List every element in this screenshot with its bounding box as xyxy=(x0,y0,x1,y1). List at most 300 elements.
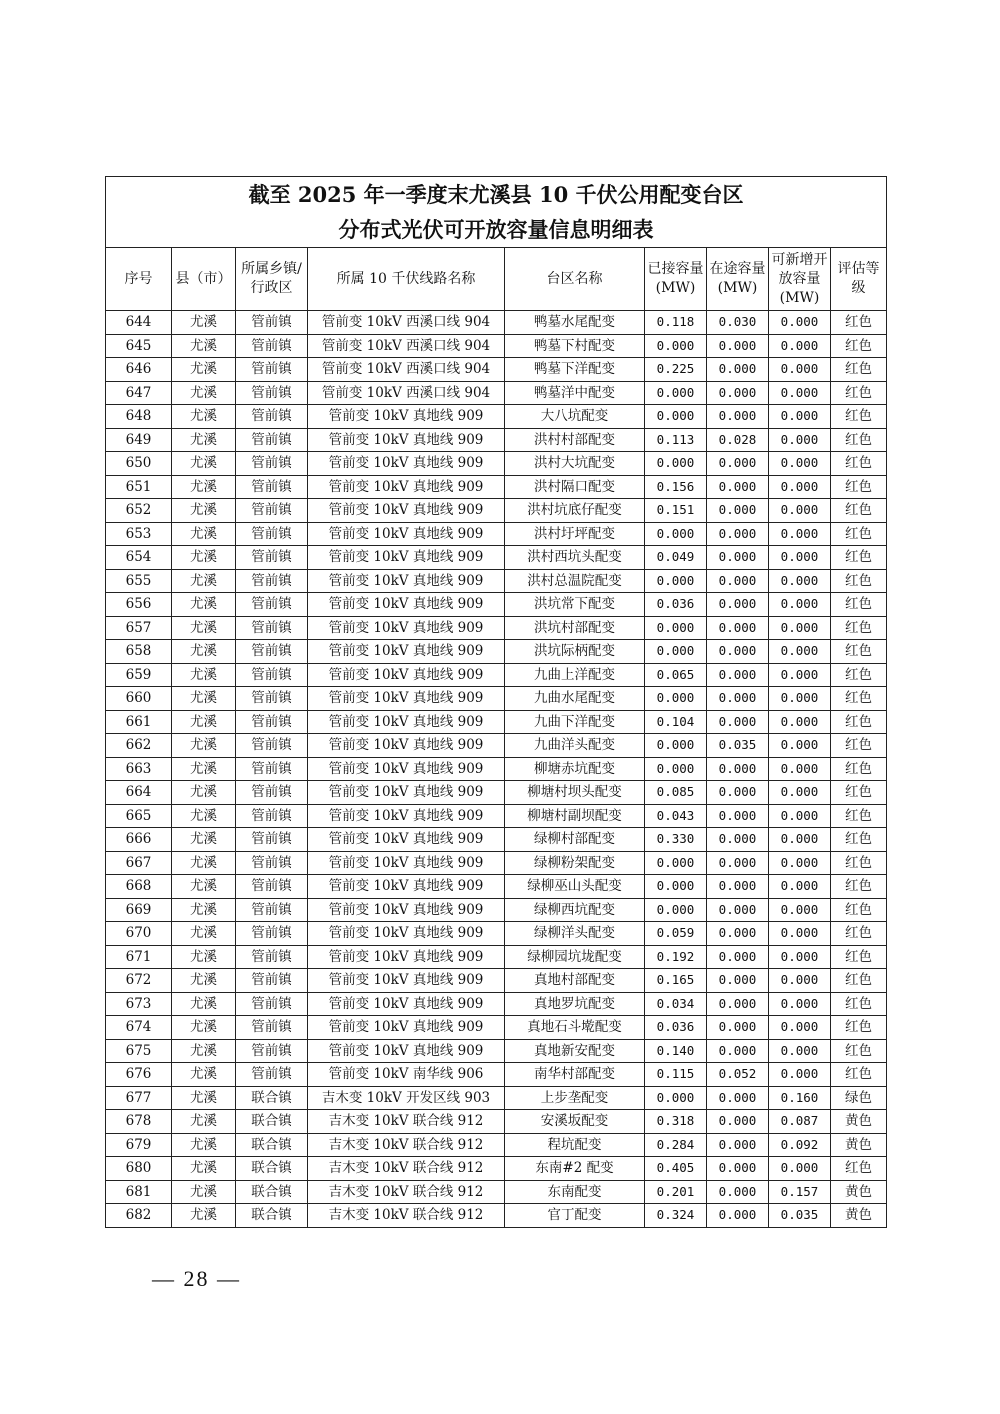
cell-area: 洪坑际柄配变 xyxy=(505,640,645,664)
table-row xyxy=(106,405,887,429)
cell-county: 尤溪 xyxy=(172,499,236,523)
cell-seq: 666 xyxy=(106,828,172,852)
cell-transit: 0.000 xyxy=(707,875,769,899)
cell-county: 尤溪 xyxy=(172,546,236,570)
cell-open: 0.035 xyxy=(769,1204,831,1228)
cell-area: 东南配变 xyxy=(505,1180,645,1204)
cell-town: 管前镇 xyxy=(236,569,308,593)
cell-connected: 0.000 xyxy=(645,452,707,476)
cell-grade: 红色 xyxy=(831,734,887,758)
cell-transit: 0.000 xyxy=(707,358,769,382)
cell-line: 管前变 10kV 真地线 909 xyxy=(308,405,505,429)
cell-transit: 0.000 xyxy=(707,1016,769,1040)
cell-line: 管前变 10kV 真地线 909 xyxy=(308,781,505,805)
cell-county: 尤溪 xyxy=(172,875,236,899)
cell-connected: 0.104 xyxy=(645,710,707,734)
cell-connected: 0.405 xyxy=(645,1157,707,1181)
cell-open: 0.000 xyxy=(769,1063,831,1087)
cell-area: 洪村圩坪配变 xyxy=(505,522,645,546)
cell-transit: 0.000 xyxy=(707,452,769,476)
cell-transit: 0.000 xyxy=(707,922,769,946)
cell-seq: 665 xyxy=(106,804,172,828)
header-county: 县（市） xyxy=(172,248,236,311)
cell-grade: 红色 xyxy=(831,992,887,1016)
cell-line: 吉木变 10kV 联合线 912 xyxy=(308,1204,505,1228)
cell-connected: 0.192 xyxy=(645,945,707,969)
table-row xyxy=(106,945,887,969)
cell-area: 绿柳村部配变 xyxy=(505,828,645,852)
cell-area: 绿柳巫山头配变 xyxy=(505,875,645,899)
cell-transit: 0.000 xyxy=(707,405,769,429)
cell-county: 尤溪 xyxy=(172,663,236,687)
cell-town: 管前镇 xyxy=(236,687,308,711)
header-grade: 评估等级 xyxy=(831,248,887,311)
cell-connected: 0.036 xyxy=(645,593,707,617)
cell-county: 尤溪 xyxy=(172,687,236,711)
table-row xyxy=(106,1110,887,1134)
cell-line: 管前变 10kV 西溪口线 904 xyxy=(308,358,505,382)
cell-seq: 650 xyxy=(106,452,172,476)
header-line: 所属 10 千伏线路名称 xyxy=(308,248,505,311)
cell-town: 管前镇 xyxy=(236,992,308,1016)
cell-line: 管前变 10kV 真地线 909 xyxy=(308,428,505,452)
cell-line: 管前变 10kV 真地线 909 xyxy=(308,522,505,546)
cell-seq: 662 xyxy=(106,734,172,758)
cell-town: 联合镇 xyxy=(236,1157,308,1181)
cell-grade: 红色 xyxy=(831,569,887,593)
cell-line: 管前变 10kV 真地线 909 xyxy=(308,452,505,476)
cell-transit: 0.028 xyxy=(707,428,769,452)
cell-open: 0.000 xyxy=(769,475,831,499)
table-row xyxy=(106,804,887,828)
table-row xyxy=(106,593,887,617)
table-row xyxy=(106,1039,887,1063)
cell-connected: 0.000 xyxy=(645,616,707,640)
cell-county: 尤溪 xyxy=(172,405,236,429)
cell-grade: 红色 xyxy=(831,757,887,781)
cell-area: 柳塘村副坝配变 xyxy=(505,804,645,828)
cell-area: 鸭墓水尾配变 xyxy=(505,311,645,335)
cell-line: 管前变 10kV 真地线 909 xyxy=(308,875,505,899)
cell-seq: 649 xyxy=(106,428,172,452)
cell-town: 管前镇 xyxy=(236,452,308,476)
table-row xyxy=(106,1086,887,1110)
cell-line: 管前变 10kV 真地线 909 xyxy=(308,499,505,523)
cell-open: 0.000 xyxy=(769,969,831,993)
cell-area: 绿柳洋头配变 xyxy=(505,922,645,946)
cell-open: 0.000 xyxy=(769,945,831,969)
cell-area: 九曲洋头配变 xyxy=(505,734,645,758)
cell-area: 官丁配变 xyxy=(505,1204,645,1228)
cell-town: 联合镇 xyxy=(236,1110,308,1134)
cell-county: 尤溪 xyxy=(172,334,236,358)
cell-county: 尤溪 xyxy=(172,945,236,969)
cell-grade: 红色 xyxy=(831,522,887,546)
cell-connected: 0.113 xyxy=(645,428,707,452)
cell-open: 0.000 xyxy=(769,687,831,711)
cell-connected: 0.201 xyxy=(645,1180,707,1204)
cell-transit: 0.030 xyxy=(707,311,769,335)
cell-transit: 0.000 xyxy=(707,992,769,1016)
cell-grade: 黄色 xyxy=(831,1110,887,1134)
cell-seq: 655 xyxy=(106,569,172,593)
cell-line: 管前变 10kV 西溪口线 904 xyxy=(308,381,505,405)
cell-connected: 0.065 xyxy=(645,663,707,687)
cell-transit: 0.000 xyxy=(707,945,769,969)
table-title-line-2: 分布式光伏可开放容量信息明细表 xyxy=(338,217,654,242)
cell-county: 尤溪 xyxy=(172,1086,236,1110)
cell-connected: 0.000 xyxy=(645,851,707,875)
cell-area: 九曲上洋配变 xyxy=(505,663,645,687)
cell-county: 尤溪 xyxy=(172,992,236,1016)
cell-area: 大八坑配变 xyxy=(505,405,645,429)
table-row xyxy=(106,311,887,335)
cell-transit: 0.000 xyxy=(707,1110,769,1134)
cell-seq: 652 xyxy=(106,499,172,523)
table-row xyxy=(106,569,887,593)
cell-transit: 0.000 xyxy=(707,1086,769,1110)
cell-transit: 0.000 xyxy=(707,569,769,593)
cell-line: 管前变 10kV 真地线 909 xyxy=(308,804,505,828)
cell-county: 尤溪 xyxy=(172,1016,236,1040)
cell-open: 0.000 xyxy=(769,1016,831,1040)
cell-town: 管前镇 xyxy=(236,475,308,499)
cell-seq: 674 xyxy=(106,1016,172,1040)
cell-area: 南华村部配变 xyxy=(505,1063,645,1087)
cell-open: 0.000 xyxy=(769,640,831,664)
table-row xyxy=(106,428,887,452)
cell-grade: 红色 xyxy=(831,640,887,664)
cell-open: 0.092 xyxy=(769,1133,831,1157)
cell-town: 联合镇 xyxy=(236,1180,308,1204)
cell-grade: 黄色 xyxy=(831,1204,887,1228)
cell-open: 0.000 xyxy=(769,405,831,429)
cell-area: 九曲下洋配变 xyxy=(505,710,645,734)
cell-connected: 0.284 xyxy=(645,1133,707,1157)
table-row xyxy=(106,851,887,875)
cell-seq: 673 xyxy=(106,992,172,1016)
header-row xyxy=(106,248,887,311)
cell-county: 尤溪 xyxy=(172,1110,236,1134)
cell-town: 管前镇 xyxy=(236,781,308,805)
cell-area: 真地新安配变 xyxy=(505,1039,645,1063)
cell-open: 0.000 xyxy=(769,428,831,452)
table-row xyxy=(106,781,887,805)
cell-area: 绿柳园坑垅配变 xyxy=(505,945,645,969)
cell-county: 尤溪 xyxy=(172,381,236,405)
cell-town: 管前镇 xyxy=(236,804,308,828)
table-row xyxy=(106,522,887,546)
cell-county: 尤溪 xyxy=(172,1133,236,1157)
cell-county: 尤溪 xyxy=(172,428,236,452)
cell-transit: 0.000 xyxy=(707,781,769,805)
cell-area: 洪村坑底仔配变 xyxy=(505,499,645,523)
cell-transit: 0.000 xyxy=(707,546,769,570)
page-number: — 28 — xyxy=(152,1266,241,1291)
cell-area: 洪村村部配变 xyxy=(505,428,645,452)
cell-transit: 0.000 xyxy=(707,381,769,405)
cell-town: 管前镇 xyxy=(236,922,308,946)
cell-seq: 668 xyxy=(106,875,172,899)
cell-grade: 红色 xyxy=(831,381,887,405)
cell-county: 尤溪 xyxy=(172,922,236,946)
cell-seq: 676 xyxy=(106,1063,172,1087)
cell-transit: 0.000 xyxy=(707,522,769,546)
cell-line: 管前变 10kV 真地线 909 xyxy=(308,945,505,969)
table-row xyxy=(106,1063,887,1087)
cell-open: 0.000 xyxy=(769,311,831,335)
cell-open: 0.000 xyxy=(769,734,831,758)
cell-line: 管前变 10kV 西溪口线 904 xyxy=(308,311,505,335)
cell-town: 管前镇 xyxy=(236,969,308,993)
cell-grade: 黄色 xyxy=(831,1133,887,1157)
cell-grade: 红色 xyxy=(831,546,887,570)
cell-grade: 红色 xyxy=(831,405,887,429)
cell-transit: 0.000 xyxy=(707,475,769,499)
cell-area: 九曲水尾配变 xyxy=(505,687,645,711)
cell-open: 0.000 xyxy=(769,1157,831,1181)
cell-grade: 红色 xyxy=(831,616,887,640)
cell-connected: 0.000 xyxy=(645,569,707,593)
cell-transit: 0.000 xyxy=(707,499,769,523)
cell-seq: 667 xyxy=(106,851,172,875)
table-title-line-1: 截至 2025 年一季度末尤溪县 10 千伏公用配变台区 xyxy=(248,182,744,207)
cell-transit: 0.000 xyxy=(707,1180,769,1204)
cell-area: 柳塘村坝头配变 xyxy=(505,781,645,805)
cell-seq: 670 xyxy=(106,922,172,946)
cell-area: 鸭墓下村配变 xyxy=(505,334,645,358)
cell-county: 尤溪 xyxy=(172,569,236,593)
capacity-table-container xyxy=(105,176,886,1228)
cell-seq: 660 xyxy=(106,687,172,711)
table-row xyxy=(106,381,887,405)
cell-county: 尤溪 xyxy=(172,757,236,781)
cell-county: 尤溪 xyxy=(172,1180,236,1204)
cell-grade: 红色 xyxy=(831,804,887,828)
cell-county: 尤溪 xyxy=(172,616,236,640)
cell-open: 0.000 xyxy=(769,616,831,640)
cell-county: 尤溪 xyxy=(172,358,236,382)
cell-connected: 0.115 xyxy=(645,1063,707,1087)
cell-connected: 0.000 xyxy=(645,757,707,781)
cell-line: 管前变 10kV 真地线 909 xyxy=(308,569,505,593)
cell-seq: 664 xyxy=(106,781,172,805)
cell-transit: 0.000 xyxy=(707,710,769,734)
cell-grade: 红色 xyxy=(831,334,887,358)
cell-grade: 红色 xyxy=(831,781,887,805)
cell-open: 0.000 xyxy=(769,922,831,946)
cell-town: 管前镇 xyxy=(236,358,308,382)
cell-seq: 675 xyxy=(106,1039,172,1063)
cell-open: 0.000 xyxy=(769,804,831,828)
cell-area: 洪村西坑头配变 xyxy=(505,546,645,570)
cell-town: 管前镇 xyxy=(236,898,308,922)
cell-transit: 0.000 xyxy=(707,616,769,640)
cell-connected: 0.059 xyxy=(645,922,707,946)
table-row xyxy=(106,969,887,993)
cell-town: 管前镇 xyxy=(236,428,308,452)
cell-county: 尤溪 xyxy=(172,804,236,828)
cell-county: 尤溪 xyxy=(172,969,236,993)
cell-county: 尤溪 xyxy=(172,828,236,852)
cell-open: 0.157 xyxy=(769,1180,831,1204)
cell-seq: 647 xyxy=(106,381,172,405)
cell-connected: 0.225 xyxy=(645,358,707,382)
table-row xyxy=(106,452,887,476)
cell-connected: 0.043 xyxy=(645,804,707,828)
cell-open: 0.000 xyxy=(769,334,831,358)
cell-seq: 645 xyxy=(106,334,172,358)
header-open: 可新增开放容量(MW) xyxy=(769,248,831,311)
cell-town: 管前镇 xyxy=(236,405,308,429)
cell-town: 管前镇 xyxy=(236,499,308,523)
table-row xyxy=(106,710,887,734)
cell-transit: 0.000 xyxy=(707,687,769,711)
cell-seq: 663 xyxy=(106,757,172,781)
cell-area: 真地罗坑配变 xyxy=(505,992,645,1016)
cell-town: 管前镇 xyxy=(236,875,308,899)
cell-grade: 红色 xyxy=(831,311,887,335)
table-row xyxy=(106,1180,887,1204)
cell-open: 0.000 xyxy=(769,828,831,852)
table-row xyxy=(106,687,887,711)
cell-connected: 0.156 xyxy=(645,475,707,499)
cell-connected: 0.330 xyxy=(645,828,707,852)
cell-seq: 671 xyxy=(106,945,172,969)
cell-line: 吉木变 10kV 联合线 912 xyxy=(308,1157,505,1181)
cell-line: 管前变 10kV 西溪口线 904 xyxy=(308,334,505,358)
cell-line: 管前变 10kV 真地线 909 xyxy=(308,475,505,499)
cell-line: 管前变 10kV 真地线 909 xyxy=(308,546,505,570)
cell-town: 管前镇 xyxy=(236,734,308,758)
cell-area: 绿柳西坑配变 xyxy=(505,898,645,922)
cell-seq: 681 xyxy=(106,1180,172,1204)
cell-grade: 红色 xyxy=(831,875,887,899)
cell-area: 洪坑村部配变 xyxy=(505,616,645,640)
cell-connected: 0.036 xyxy=(645,1016,707,1040)
header-town: 所属乡镇/行政区 xyxy=(236,248,308,311)
cell-area: 洪村总温院配变 xyxy=(505,569,645,593)
cell-grade: 红色 xyxy=(831,452,887,476)
cell-connected: 0.000 xyxy=(645,898,707,922)
cell-seq: 678 xyxy=(106,1110,172,1134)
cell-transit: 0.000 xyxy=(707,1039,769,1063)
cell-transit: 0.052 xyxy=(707,1063,769,1087)
cell-county: 尤溪 xyxy=(172,522,236,546)
cell-open: 0.000 xyxy=(769,546,831,570)
cell-connected: 0.049 xyxy=(645,546,707,570)
cell-area: 东南#2 配变 xyxy=(505,1157,645,1181)
table-row xyxy=(106,734,887,758)
cell-town: 管前镇 xyxy=(236,710,308,734)
cell-transit: 0.000 xyxy=(707,334,769,358)
cell-connected: 0.000 xyxy=(645,687,707,711)
cell-transit: 0.000 xyxy=(707,757,769,781)
cell-town: 管前镇 xyxy=(236,311,308,335)
cell-area: 洪村大坑配变 xyxy=(505,452,645,476)
cell-transit: 0.000 xyxy=(707,593,769,617)
cell-town: 管前镇 xyxy=(236,616,308,640)
cell-area: 鸭墓洋中配变 xyxy=(505,381,645,405)
cell-seq: 661 xyxy=(106,710,172,734)
cell-area: 绿柳粉架配变 xyxy=(505,851,645,875)
table-row xyxy=(106,499,887,523)
header-transit: 在途容量(MW) xyxy=(707,248,769,311)
cell-connected: 0.151 xyxy=(645,499,707,523)
cell-open: 0.000 xyxy=(769,663,831,687)
cell-transit: 0.000 xyxy=(707,969,769,993)
cell-line: 管前变 10kV 真地线 909 xyxy=(308,757,505,781)
cell-town: 管前镇 xyxy=(236,851,308,875)
cell-county: 尤溪 xyxy=(172,1204,236,1228)
cell-area: 鸭墓下洋配变 xyxy=(505,358,645,382)
cell-line: 吉木变 10kV 联合线 912 xyxy=(308,1133,505,1157)
cell-county: 尤溪 xyxy=(172,710,236,734)
cell-transit: 0.000 xyxy=(707,1204,769,1228)
cell-line: 管前变 10kV 真地线 909 xyxy=(308,593,505,617)
cell-connected: 0.318 xyxy=(645,1110,707,1134)
cell-connected: 0.000 xyxy=(645,1086,707,1110)
cell-transit: 0.000 xyxy=(707,1133,769,1157)
cell-connected: 0.324 xyxy=(645,1204,707,1228)
cell-county: 尤溪 xyxy=(172,734,236,758)
table-body xyxy=(106,311,887,1228)
cell-county: 尤溪 xyxy=(172,1157,236,1181)
cell-line: 吉木变 10kV 联合线 912 xyxy=(308,1180,505,1204)
table-row xyxy=(106,992,887,1016)
cell-line: 管前变 10kV 真地线 909 xyxy=(308,640,505,664)
cell-seq: 656 xyxy=(106,593,172,617)
table-row xyxy=(106,875,887,899)
cell-seq: 651 xyxy=(106,475,172,499)
cell-transit: 0.000 xyxy=(707,804,769,828)
table-row xyxy=(106,616,887,640)
cell-seq: 657 xyxy=(106,616,172,640)
cell-line: 管前变 10kV 真地线 909 xyxy=(308,687,505,711)
cell-town: 管前镇 xyxy=(236,945,308,969)
cell-grade: 绿色 xyxy=(831,1086,887,1110)
cell-county: 尤溪 xyxy=(172,851,236,875)
table-title xyxy=(106,177,887,248)
table-row xyxy=(106,640,887,664)
cell-town: 管前镇 xyxy=(236,546,308,570)
cell-connected: 0.000 xyxy=(645,875,707,899)
cell-town: 管前镇 xyxy=(236,640,308,664)
cell-grade: 红色 xyxy=(831,1157,887,1181)
table-row xyxy=(106,663,887,687)
cell-line: 管前变 10kV 真地线 909 xyxy=(308,1016,505,1040)
cell-open: 0.000 xyxy=(769,710,831,734)
cell-area: 上步垄配变 xyxy=(505,1086,645,1110)
cell-town: 管前镇 xyxy=(236,828,308,852)
table-row xyxy=(106,1157,887,1181)
cell-transit: 0.035 xyxy=(707,734,769,758)
cell-open: 0.000 xyxy=(769,1039,831,1063)
cell-seq: 672 xyxy=(106,969,172,993)
cell-grade: 红色 xyxy=(831,898,887,922)
cell-line: 吉木变 10kV 开发区线 903 xyxy=(308,1086,505,1110)
cell-line: 管前变 10kV 真地线 909 xyxy=(308,828,505,852)
cell-line: 管前变 10kV 真地线 909 xyxy=(308,663,505,687)
cell-grade: 红色 xyxy=(831,710,887,734)
cell-town: 管前镇 xyxy=(236,1016,308,1040)
cell-open: 0.000 xyxy=(769,898,831,922)
cell-connected: 0.000 xyxy=(645,381,707,405)
table-row xyxy=(106,757,887,781)
table-row xyxy=(106,334,887,358)
header-area: 台区名称 xyxy=(505,248,645,311)
cell-county: 尤溪 xyxy=(172,311,236,335)
